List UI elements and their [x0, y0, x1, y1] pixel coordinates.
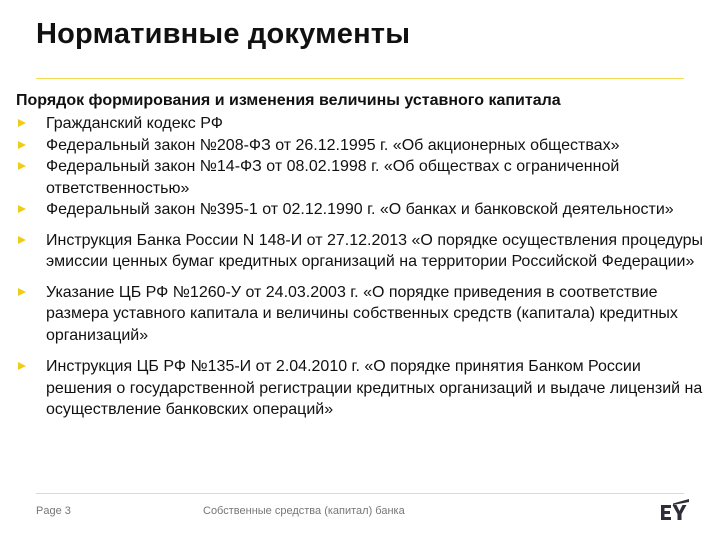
- footer-divider: [36, 493, 684, 494]
- page-number: Page 3: [36, 505, 71, 517]
- list-item-text: Гражданский кодекс РФ: [46, 115, 223, 132]
- triangle-bullet-icon: [18, 162, 26, 170]
- footer-caption: Собственные средства (капитал) банка: [203, 505, 405, 517]
- list-item: [16, 199, 706, 221]
- list-item: [16, 135, 706, 157]
- list-item: [16, 356, 706, 421]
- triangle-bullet-icon: [18, 236, 26, 244]
- slide-title: Нормативные документы: [36, 18, 411, 50]
- list-item-text: Указание ЦБ РФ №1260-У от 24.03.2003 г. «О порядке приведения в соответствие размера уставного капитала и величины собственных средств (капитала) кредитных организаций»: [46, 283, 678, 344]
- triangle-bullet-icon: [18, 288, 26, 296]
- list-item-text: Федеральный закон №14-ФЗ от 08.02.1998 г. «Об обществах с ограниченной ответственностью»: [46, 158, 620, 197]
- list-item-text: Инструкция Банка России N 148-И от 27.12.2013 «О порядке осуществления процедуры эмиссии ценных бумаг кредитных организаций на территории Российской Федерации»: [46, 231, 704, 270]
- title-divider: [36, 78, 684, 79]
- list-item-text: Инструкция ЦБ РФ №135-И от 2.04.2010 г. «О порядке принятия Банком России решения о государственной регистрации кредитных организаций и выдаче лицензий на осуществление банковских операций»: [46, 358, 703, 418]
- triangle-bullet-icon: [18, 141, 26, 149]
- list-item: [16, 230, 706, 273]
- list-item-text: Федеральный закон №395-1 от 02.12.1990 г. «О банках и банковской деятельности»: [46, 201, 674, 218]
- list-item: [16, 282, 706, 347]
- triangle-bullet-icon: [18, 205, 26, 213]
- section-heading: Порядок формирования и изменения величины уставного капитала: [16, 92, 561, 109]
- triangle-bullet-icon: [18, 362, 26, 370]
- list-item: [16, 156, 706, 199]
- ey-logo: [660, 499, 690, 521]
- list-item: [16, 113, 706, 135]
- document-list: [16, 113, 706, 421]
- triangle-bullet-icon: [18, 119, 26, 127]
- list-item-text: Федеральный закон №208-ФЗ от 26.12.1995 г. «Об акционерных обществах»: [46, 136, 620, 154]
